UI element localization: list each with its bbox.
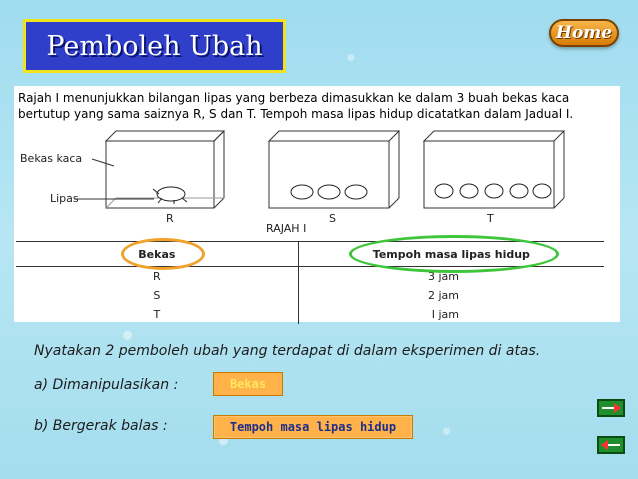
container-label-t: T [487,212,494,225]
answer-a-label: a) Dimanipulasikan : [34,377,179,393]
home-button-label: Home [555,23,613,43]
table-header-tempoh: Tempoh masa lipas hidup [298,242,604,267]
answer-b-box[interactable]: Tempoh masa lipas hidup [213,415,413,439]
cockroach-icon [318,185,340,199]
table-cell: I jam [431,308,459,321]
table-cell: S [16,286,298,305]
cockroach-icon [153,187,187,204]
container-label-s: S [329,212,336,225]
label-bekas-kaca: Bekas kaca [20,152,83,165]
cockroach-icon [533,184,551,198]
container-r [106,131,224,208]
table-cell: 2 jam [427,289,459,302]
arrow-right-icon [600,402,622,414]
table-row [16,267,604,287]
table-cell: T [16,305,298,324]
cockroach-icon [435,184,453,198]
leader-line-bekas [92,159,114,166]
container-t [424,131,564,208]
next-button[interactable] [597,399,625,417]
table-cell: 3 jam [427,270,459,283]
page-title: Pemboleh Ubah [46,30,263,62]
table-header-bekas: Bekas [16,242,298,267]
cockroach-icon [510,184,528,198]
table-row [16,305,604,324]
cockroach-icon [460,184,478,198]
container-label-r: R [166,212,174,225]
container-diagram [14,126,620,236]
figure-caption: RAJAH I [266,222,307,235]
figure-intro [18,90,616,122]
question-prompt: Nyatakan 2 pemboleh ubah yang terdapat di dalam eksperimen di atas. [34,343,541,359]
title-banner [23,19,286,73]
table-cell: R [16,267,298,287]
arrow-left-icon [600,439,622,451]
table-row [16,286,604,305]
home-button[interactable] [549,19,619,47]
intro-line-1: Rajah I menunjukkan bilangan lipas yang berbeza dimasukkan ke dalam 3 buah bekas kaca [18,91,570,105]
intro-line-2: bertutup yang sama saiznya R, S dan T. Tempoh masa lipas hidup dicatatkan dalam Jadual I. [18,107,574,121]
cockroach-icon [345,185,367,199]
results-table [16,241,604,324]
back-button[interactable] [597,436,625,454]
answer-b-label: b) Bergerak balas : [34,418,168,434]
answer-a-box[interactable]: Bekas [213,372,283,396]
figure-panel [14,86,620,322]
label-lipas: Lipas [50,192,79,205]
cockroach-icon [485,184,503,198]
container-s [269,131,399,208]
cockroach-icon [291,185,313,199]
